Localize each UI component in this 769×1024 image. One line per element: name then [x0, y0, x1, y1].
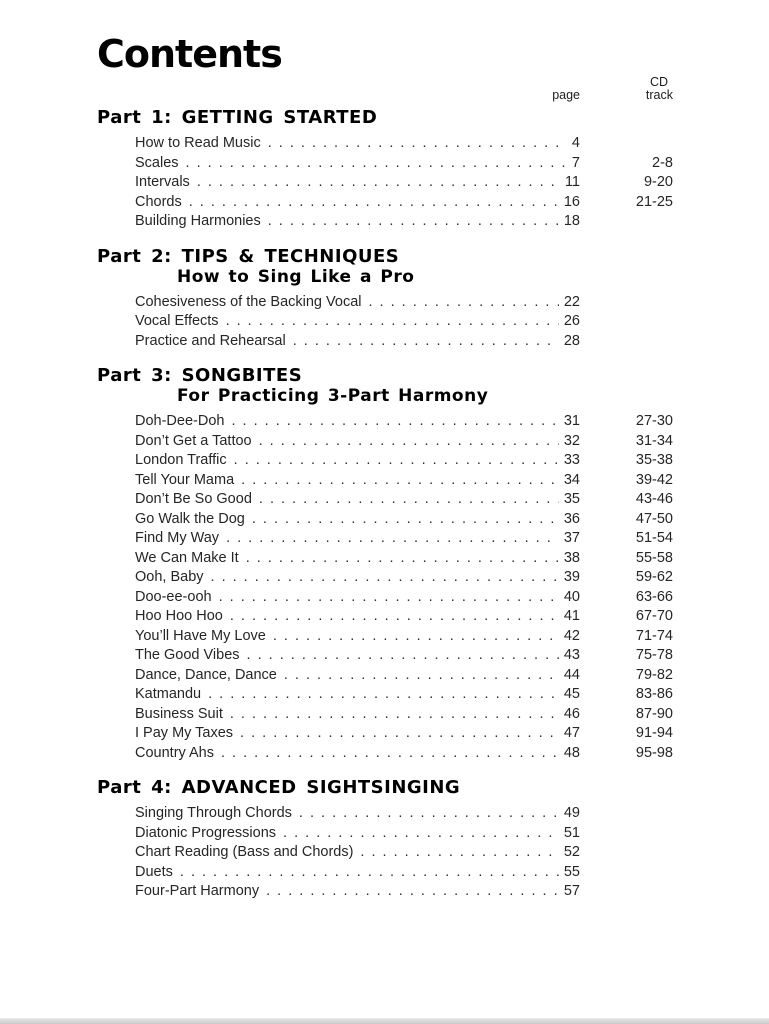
- dot-leader: [268, 212, 559, 232]
- toc-entry-main: [135, 666, 580, 686]
- entry-title: Dance, Dance, Dance: [135, 666, 277, 683]
- entry-title: London Traffic: [135, 452, 227, 468]
- entry-cd-track: 47-50: [635, 510, 673, 527]
- entry-title: Don’t Be So Good: [135, 491, 252, 507]
- entry-title: The Good Vibes: [135, 647, 240, 663]
- toc-entry: [135, 332, 673, 352]
- entry-title: Four-Part Harmony: [135, 883, 260, 899]
- dot-leader: [360, 843, 558, 863]
- page-bottom-edge-shadow: [0, 1018, 769, 1024]
- section-entries: [135, 293, 673, 352]
- entry-title: Chords: [135, 193, 182, 210]
- entry-cd-track: 21-25: [635, 193, 673, 210]
- entry-title: Don’t Get a Tattoo: [135, 432, 252, 449]
- section-subheading: For Practicing 3-Part Harmony: [177, 386, 489, 406]
- toc-entry-main: [135, 154, 580, 174]
- entry-cd-track: 75-78: [635, 647, 673, 663]
- toc-entry-main: [135, 843, 580, 863]
- contents-area: [97, 34, 673, 902]
- toc-entry-main: [135, 724, 580, 744]
- entry-cd-track: 43-46: [635, 491, 673, 507]
- entry-title: Chart Reading (Bass and Chords): [135, 844, 354, 860]
- toc-entry: [135, 490, 673, 510]
- toc-entry-main: [135, 568, 580, 588]
- dot-leader: [211, 568, 559, 588]
- entry-title: I Pay My Taxes: [135, 725, 234, 741]
- entry-page-number: 39: [563, 569, 580, 585]
- entry-page-number: 11: [564, 174, 580, 190]
- section-heading: Part 3: SONGBITES: [97, 365, 303, 386]
- toc-section: [97, 778, 673, 902]
- section-subheading: How to Sing Like a Pro: [177, 266, 415, 287]
- entry-title: Go Walk the Dog: [135, 510, 245, 527]
- section-heading: Part 4: ADVANCED SIGHTSINGING: [97, 777, 461, 798]
- toc-entry: [135, 685, 673, 705]
- toc-entry: [135, 173, 673, 193]
- entry-cd-track: 31-34: [635, 432, 673, 449]
- toc-entry-main: [135, 824, 580, 844]
- entry-page-number: 49: [563, 805, 580, 821]
- section-entries: [135, 412, 673, 763]
- dot-leader: [219, 588, 559, 608]
- dot-leader: [284, 666, 559, 686]
- entry-cd-track: 63-66: [635, 588, 673, 605]
- toc-entry: [135, 510, 673, 530]
- entry-page-number: 38: [563, 549, 580, 566]
- entry-page-number: 37: [563, 530, 580, 546]
- entry-page-number: 42: [563, 627, 580, 644]
- toc-entry: [135, 432, 673, 452]
- dot-leader: [231, 412, 558, 432]
- entry-title: Diatonic Progressions: [135, 824, 277, 841]
- entry-cd-track: 2-8: [652, 154, 673, 171]
- entry-page-number: 32: [563, 432, 580, 449]
- toc-entry: [135, 588, 673, 608]
- dot-leader: [208, 685, 559, 705]
- toc-entry: [135, 804, 673, 824]
- dot-leader: [226, 312, 559, 332]
- toc-entry-main: [135, 510, 580, 530]
- toc-entry-main: [135, 134, 580, 154]
- entry-page-number: 7: [571, 154, 580, 171]
- entry-cd-track: 71-74: [635, 627, 673, 644]
- toc-entry-main: [135, 412, 580, 432]
- toc-entry-main: [135, 451, 580, 471]
- entry-title: We Can Make It: [135, 549, 239, 566]
- toc-entry-main: [135, 882, 580, 902]
- entry-cd-track: 27-30: [635, 413, 673, 429]
- entry-title: Hoo Hoo Hoo: [135, 608, 223, 624]
- toc-entry-main: [135, 293, 580, 313]
- entry-page-number: 4: [571, 135, 580, 151]
- dot-leader: [230, 607, 559, 627]
- entry-page-number: 41: [563, 608, 580, 624]
- section-heading: Part 1: GETTING STARTED: [97, 107, 378, 128]
- toc-entry: [135, 568, 673, 588]
- toc-entry: [135, 412, 673, 432]
- toc-entry: [135, 705, 673, 725]
- toc-entry-main: [135, 685, 580, 705]
- entry-cd-track: 79-82: [635, 666, 673, 683]
- section-heading: Part 2: TIPS & TECHNIQUES: [97, 245, 400, 267]
- entry-page-number: 55: [563, 863, 580, 880]
- toc-entry: [135, 212, 673, 232]
- toc-entry-main: [135, 173, 580, 193]
- toc-entry: [135, 666, 673, 686]
- toc-entry-main: [135, 588, 580, 608]
- entry-page-number: 40: [563, 588, 580, 605]
- dot-leader: [252, 510, 559, 530]
- entry-page-number: 47: [563, 725, 580, 741]
- entry-page-number: 33: [563, 452, 580, 468]
- entry-title: You’ll Have My Love: [135, 627, 266, 644]
- toc-entry-main: [135, 549, 580, 569]
- entry-cd-track: 39-42: [635, 471, 673, 488]
- entry-cd-track: 87-90: [635, 705, 673, 722]
- toc-section: [97, 366, 673, 763]
- entry-cd-track: 9-20: [643, 174, 673, 190]
- toc-entry-main: [135, 705, 580, 725]
- dot-leader: [241, 471, 559, 491]
- section-entries: [135, 804, 673, 902]
- entry-title: Scales: [135, 154, 179, 171]
- entry-page-number: 44: [563, 666, 580, 683]
- page-title: Contents: [97, 32, 282, 76]
- toc-entry: [135, 744, 673, 764]
- toc-entry-main: [135, 529, 580, 549]
- entry-page-number: 52: [563, 844, 580, 860]
- dot-leader: [259, 490, 559, 510]
- dot-leader: [247, 646, 559, 666]
- entry-title: Duets: [135, 863, 173, 880]
- entry-title: Doh-Dee-Doh: [135, 413, 225, 429]
- entry-page-number: 34: [563, 471, 580, 488]
- toc-entry: [135, 882, 673, 902]
- toc-section: [97, 108, 673, 232]
- page-column-header: page: [552, 88, 580, 102]
- entry-cd-track: 59-62: [635, 569, 673, 585]
- dot-leader: [197, 173, 560, 193]
- toc-entry: [135, 724, 673, 744]
- entry-cd-track: 67-70: [635, 608, 673, 624]
- dot-leader: [240, 724, 559, 744]
- entry-title: Tell Your Mama: [135, 471, 235, 488]
- toc-entry-main: [135, 804, 580, 824]
- dot-leader: [283, 824, 559, 844]
- toc-entry-main: [135, 744, 580, 764]
- entry-page-number: 43: [563, 647, 580, 663]
- entry-cd-track: 51-54: [635, 530, 673, 546]
- toc-entry: [135, 863, 673, 883]
- toc-entry: [135, 843, 673, 863]
- entry-page-number: 46: [563, 705, 580, 722]
- entry-page-number: 31: [563, 413, 580, 429]
- entry-title: Business Suit: [135, 705, 223, 722]
- toc-entry: [135, 312, 673, 332]
- toc-entry-main: [135, 646, 580, 666]
- entry-page-number: 26: [563, 313, 580, 329]
- toc-entry: [135, 193, 673, 213]
- entry-page-number: 57: [563, 883, 580, 899]
- toc-entry-main: [135, 193, 580, 213]
- entry-title: Vocal Effects: [135, 313, 219, 329]
- toc-entry: [135, 451, 673, 471]
- dot-leader: [369, 293, 559, 313]
- toc-entry: [135, 134, 673, 154]
- entry-cd-track: 95-98: [635, 744, 673, 761]
- dot-leader: [266, 882, 559, 902]
- entry-title: Ooh, Baby: [135, 569, 204, 585]
- dot-leader: [268, 134, 567, 154]
- toc-entry: [135, 646, 673, 666]
- entry-cd-track: 55-58: [635, 549, 673, 566]
- dot-leader: [259, 432, 559, 452]
- entry-title: Country Ahs: [135, 744, 214, 761]
- entry-title: Building Harmonies: [135, 213, 261, 229]
- entry-cd-track: 91-94: [635, 725, 673, 741]
- entry-page-number: 48: [563, 744, 580, 761]
- toc-entry-main: [135, 312, 580, 332]
- toc-entry: [135, 607, 673, 627]
- toc-entry-main: [135, 490, 580, 510]
- entry-page-number: 16: [563, 193, 580, 210]
- dot-leader: [230, 705, 559, 725]
- toc-entry: [135, 154, 673, 174]
- dot-leader: [246, 549, 559, 569]
- dot-leader: [293, 332, 559, 352]
- dot-leader: [226, 529, 559, 549]
- entry-page-number: 45: [563, 686, 580, 702]
- entry-page-number: 35: [563, 491, 580, 507]
- cd-track-column-header: [580, 76, 673, 102]
- toc-entry-main: [135, 863, 580, 883]
- toc-entry: [135, 824, 673, 844]
- entry-cd-track: 83-86: [635, 686, 673, 702]
- toc-entry: [135, 627, 673, 647]
- entry-page-number: 22: [563, 293, 580, 310]
- column-headers: [97, 76, 673, 102]
- entry-page-number: 36: [563, 510, 580, 527]
- dot-leader: [221, 744, 559, 764]
- toc-entry: [135, 293, 673, 313]
- entry-cd-track: 35-38: [635, 452, 673, 468]
- dot-leader: [234, 451, 559, 471]
- entry-title: Katmandu: [135, 686, 202, 702]
- toc-section: [97, 247, 673, 352]
- dot-leader: [299, 804, 559, 824]
- entry-title: Cohesiveness of the Backing Vocal: [135, 293, 362, 310]
- section-entries: [135, 134, 673, 232]
- entry-title: Practice and Rehearsal: [135, 332, 286, 349]
- cd-track-header-line2: track: [645, 88, 673, 102]
- dot-leader: [189, 193, 559, 213]
- toc-sections: [97, 108, 673, 902]
- toc-entry-main: [135, 212, 580, 232]
- entry-page-number: 28: [563, 332, 580, 349]
- toc-entry: [135, 549, 673, 569]
- entry-title: How to Read Music: [135, 135, 261, 151]
- entry-title: Intervals: [135, 174, 190, 190]
- toc-entry-main: [135, 332, 580, 352]
- dot-leader: [186, 154, 567, 174]
- dot-leader: [273, 627, 559, 647]
- entry-page-number: 51: [563, 824, 580, 841]
- entry-page-number: 18: [563, 213, 580, 229]
- toc-entry-main: [135, 627, 580, 647]
- entry-title: Doo-ee-ooh: [135, 588, 212, 605]
- toc-entry: [135, 529, 673, 549]
- toc-entry-main: [135, 607, 580, 627]
- dot-leader: [180, 863, 559, 883]
- toc-entry-main: [135, 471, 580, 491]
- toc-entry-main: [135, 432, 580, 452]
- toc-entry: [135, 471, 673, 491]
- cd-track-header-line1: CD: [649, 75, 668, 89]
- entry-title: Singing Through Chords: [135, 805, 292, 821]
- entry-title: Find My Way: [135, 530, 220, 546]
